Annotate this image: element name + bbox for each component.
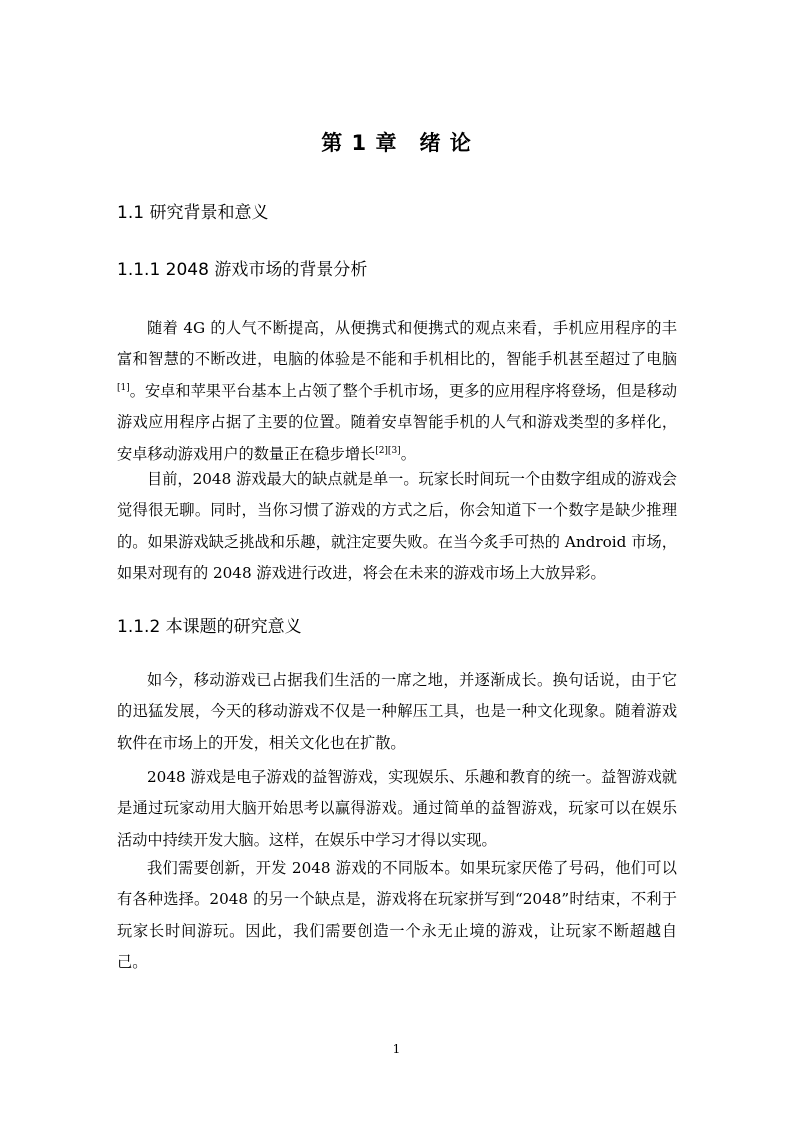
chapter-title xyxy=(0,128,793,158)
paragraph-2048-shortcomings: 目前，2048 游戏最大的缺点就是单一。玩家长时间玩一个由数字组成的游戏会觉得很无聊。同时，当你习惯了游戏的方式之后，你会知道下一个数字是缺少推理的。如果游戏缺乏挑战和乐趣，就注定要失败。在当今炙手可热的 Android 市场，如果对现有的 2048 游戏进行改进，将会在未来的游戏市场上大放异彩。 xyxy=(117,470,677,583)
chapter-title-text: 绪 论 xyxy=(419,131,472,155)
page-number: 1 xyxy=(392,1042,401,1056)
paragraph-text: 。安卓和苹果平台基本上占领了整个手机市场，更多的应用程序将登场，但是移动游戏应用程序占据了主要的位置。随着安卓智能手机的人气和游戏类型的多样化，安卓移动游戏用户的数量正在稳步增长 xyxy=(117,381,677,463)
subsection-heading-research-significance: 1.1.2 本课题的研究意义 xyxy=(117,617,302,637)
paragraph-innovation: 我们需要创新，开发 2048 游戏的不同版本。如果玩家厌倦了号码，他们可以有各种选择。2048 的另一个缺点是，游戏将在玩家拼写到“2048”时结束，不利于玩家长时间游玩。因此，我们需要创造一个永无止境的游戏，让玩家不断超越自己。 xyxy=(117,859,677,972)
subsection-heading-market-background: 1.1.1 2048 游戏市场的背景分析 xyxy=(117,260,368,280)
paragraph-mobile-gaming-culture: 如今，移动游戏已占据我们生活的一席之地，并逐渐成长。换句话说，由于它的迅猛发展，今天的移动游戏不仅是一种解压工具，也是一种文化现象。随着游戏软件在市场上的开发，相关文化也在扩散。 xyxy=(117,671,677,752)
paragraph-text: 。 xyxy=(400,444,416,463)
paragraph-puzzle-game: 2048 游戏是电子游戏的益智游戏，实现娱乐、乐趣和教育的统一。益智游戏就是通过玩家动用大脑开始思考以赢得游戏。通过简单的益智游戏，玩家可以在娱乐活动中持续开发大脑。这样，在娱乐中学习才得以实现。 xyxy=(117,768,677,849)
section-heading: 1.1 研究背景和意义 xyxy=(117,203,269,223)
paragraph-text: 随着 4G 的人气不断提高，从便携式和便携式的观点来看，手机应用程序的丰富和智慧的不断改进，电脑的体验是不能和手机相比的，智能手机甚至超过了电脑 xyxy=(117,319,677,369)
citation-reference: [1] xyxy=(117,382,130,393)
chapter-number-label: 第 1 章 xyxy=(321,131,398,155)
citation-reference: [2][3] xyxy=(375,445,401,456)
paragraph-mobile-market xyxy=(117,313,677,470)
